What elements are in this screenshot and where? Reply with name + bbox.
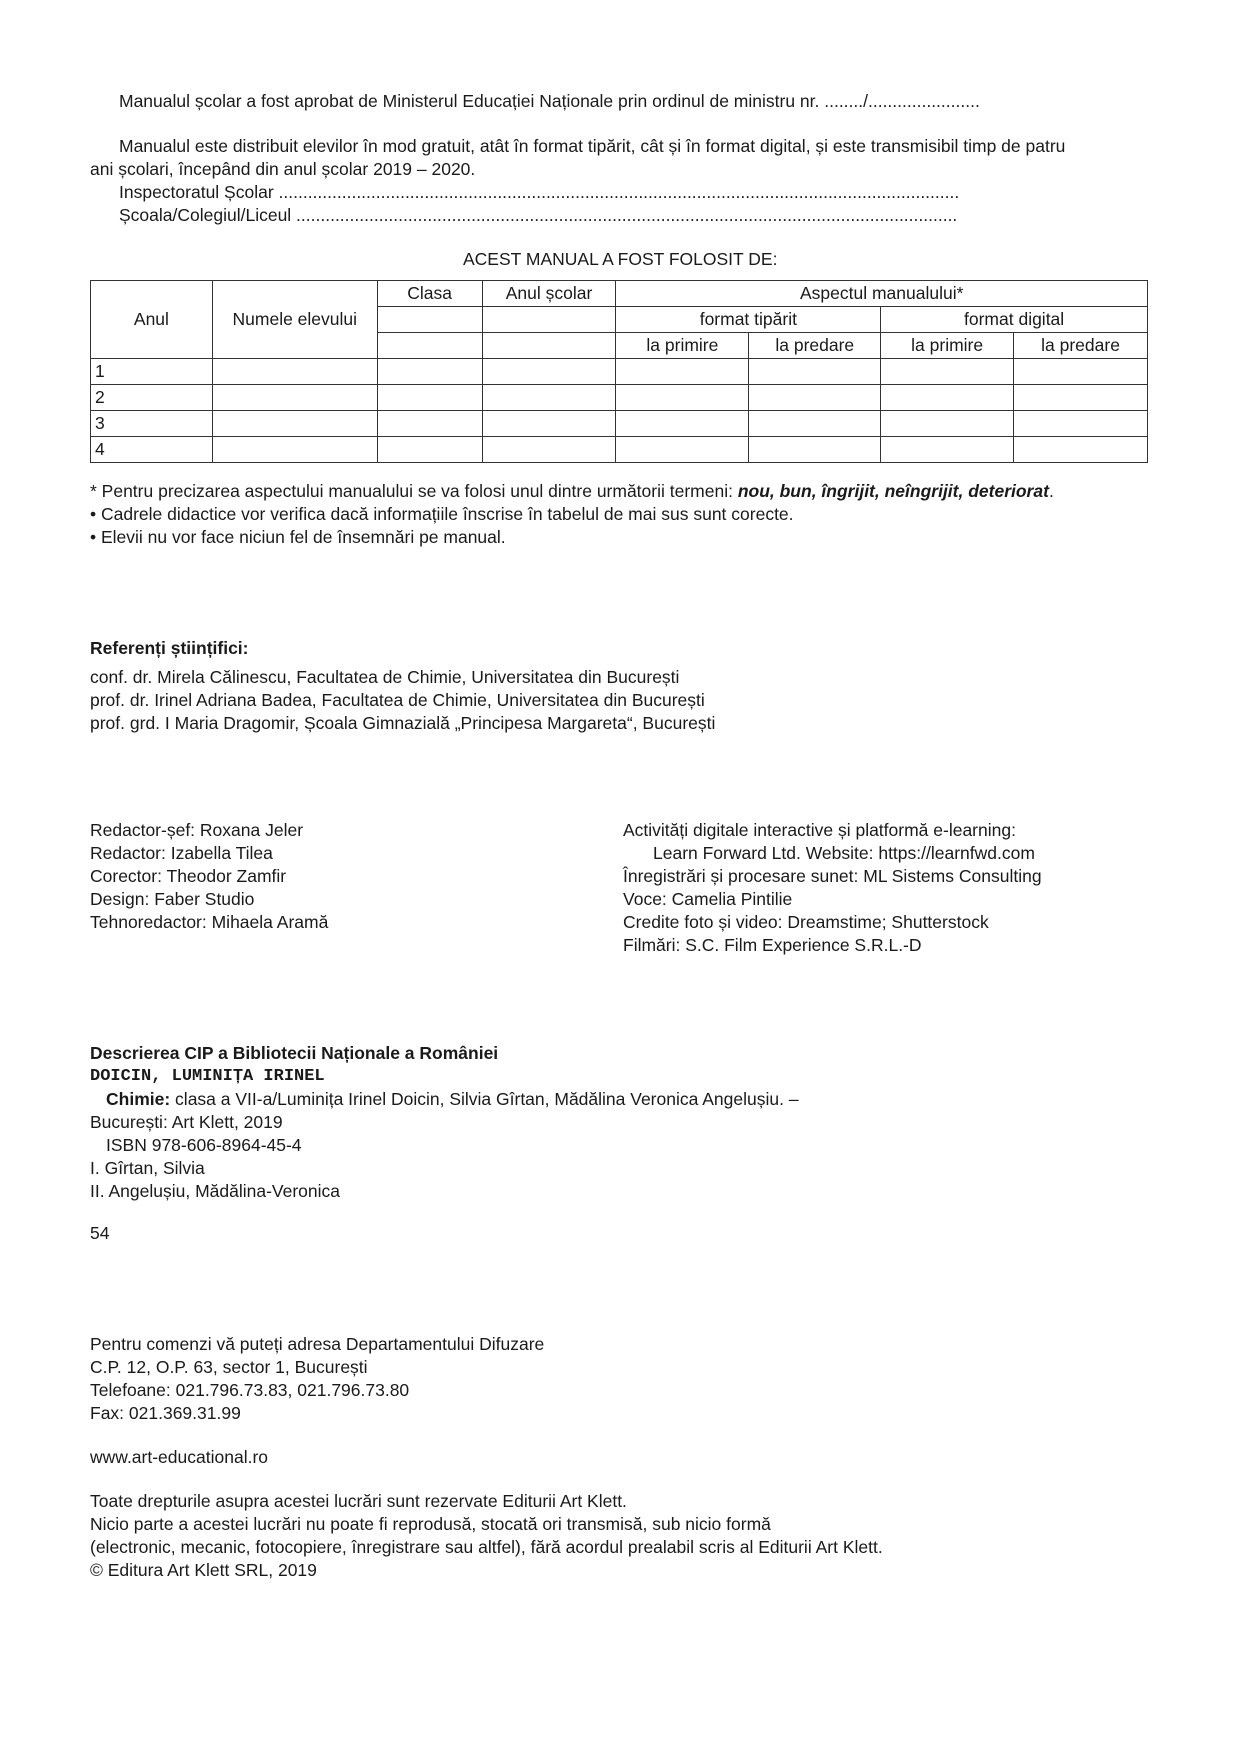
- cip-isbn: ISBN 978-606-8964-45-4: [106, 1135, 302, 1155]
- name-cell[interactable]: [212, 359, 377, 385]
- referenti-section: [90, 637, 715, 735]
- credit-line: Corector: Theodor Zamfir: [90, 866, 287, 886]
- clasa-cell[interactable]: [377, 385, 482, 411]
- aspect-cell[interactable]: [881, 411, 1014, 437]
- aspect-cell[interactable]: [749, 385, 881, 411]
- cip-publisher: București: Art Klett, 2019: [90, 1112, 283, 1132]
- row-number: 1: [91, 359, 213, 385]
- credits-left: [90, 819, 328, 934]
- referent-line: prof. grd. I Maria Dragomir, Școala Gimnazială „Principesa Margareta“, București: [90, 713, 716, 733]
- clasa-cell[interactable]: [377, 437, 482, 463]
- header-format-tiparit: format tipărit: [616, 307, 881, 333]
- credit-line: Voce: Camelia Pintilie: [623, 889, 793, 909]
- header-tiparit-la-primire: la primire: [616, 333, 749, 359]
- orders-line: C.P. 12, O.P. 63, sector 1, București: [90, 1357, 368, 1377]
- copyright-line: © Editura Art Klett SRL, 2019: [90, 1560, 317, 1580]
- aspect-cell[interactable]: [881, 385, 1014, 411]
- cip-title: Chimie: clasa a VII-a/Luminița Irinel Doicin, Silvia Gîrtan, Mădălina Veronica Angelușiu. –: [106, 1089, 799, 1109]
- credit-line: Filmări: S.C. Film Experience S.R.L.-D: [623, 935, 922, 955]
- note-aspect: * Pentru precizarea aspectului manualului se va folosi unul dintre următorii termeni: nou, bun, îngrijit, neîngrijit, deteriorat.: [90, 481, 1054, 501]
- row-number: 3: [91, 411, 213, 437]
- credit-line: Redactor-șef: Roxana Jeler: [90, 820, 304, 840]
- referent-line: prof. dr. Irinel Adriana Badea, Facultatea de Chimie, Universitatea din București: [90, 690, 705, 710]
- approval-text: Manualul școlar a fost aprobat de Ministerul Educației Naționale prin ordinul de ministru nr. ......../.......................: [119, 91, 980, 111]
- orders-line: Pentru comenzi vă puteți adresa Departamentului Difuzare: [90, 1334, 545, 1354]
- aspect-cell[interactable]: [749, 411, 881, 437]
- credit-line: Redactor: Izabella Tilea: [90, 843, 273, 863]
- empty-cell: [482, 307, 616, 333]
- aspect-cell[interactable]: [1014, 359, 1148, 385]
- credit-line: Înregistrări și procesare sunet: ML Sistems Consulting: [623, 866, 1042, 886]
- table-row: [91, 437, 1148, 463]
- row-number: 4: [91, 437, 213, 463]
- table-header-row-1: [91, 281, 1148, 307]
- orders-line: Fax: 021.369.31.99: [90, 1403, 241, 1423]
- row-number: 2: [91, 385, 213, 411]
- referenti-heading: Referenți științifici:: [90, 638, 249, 658]
- website-link[interactable]: www.art-educational.ro: [90, 1447, 268, 1467]
- anul-scolar-cell[interactable]: [482, 359, 616, 385]
- rights-line: Toate drepturile asupra acestei lucrări sunt rezervate Editurii Art Klett.: [90, 1491, 627, 1511]
- clasa-cell[interactable]: [377, 411, 482, 437]
- anul-scolar-cell[interactable]: [482, 385, 616, 411]
- notes: [90, 480, 1054, 549]
- header-digital-la-predare: la predare: [1014, 333, 1148, 359]
- credit-line: Design: Faber Studio: [90, 889, 255, 909]
- table-row: [91, 359, 1148, 385]
- clasa-cell[interactable]: [377, 359, 482, 385]
- name-cell[interactable]: [212, 411, 377, 437]
- header-anul: Anul: [91, 281, 213, 359]
- referent-line: conf. dr. Mirela Călinescu, Facultatea de Chimie, Universitatea din București: [90, 667, 680, 687]
- rights-section: [90, 1490, 883, 1582]
- cip-author: DOICIN, LUMINIȚA IRINEL: [90, 1067, 325, 1086]
- header-numele-elevului: Numele elevului: [212, 281, 377, 359]
- empty-cell: [482, 333, 616, 359]
- orders-line: Telefoane: 021.796.73.83, 021.796.73.80: [90, 1380, 410, 1400]
- distribution-text-line2: ani școlari, începând din anul școlar 2019 – 2020.: [90, 159, 476, 179]
- cip-heading: Descrierea CIP a Bibliotecii Naționale a României: [90, 1043, 499, 1063]
- aspect-cell[interactable]: [1014, 411, 1148, 437]
- header-aspectul-manualului: Aspectul manualului*: [616, 281, 1148, 307]
- name-cell[interactable]: [212, 437, 377, 463]
- cip-section: [90, 1042, 799, 1245]
- empty-cell: [377, 333, 482, 359]
- aspect-cell[interactable]: [749, 359, 881, 385]
- rights-line: Nicio parte a acestei lucrări nu poate fi reprodusă, stocată ori transmisă, sub nicio formă: [90, 1514, 771, 1534]
- credit-line: Tehnoredactor: Mihaela Aramă: [90, 912, 329, 932]
- aspect-cell[interactable]: [749, 437, 881, 463]
- note-no-marks: • Elevii nu vor face niciun fel de însemnări pe manual.: [90, 527, 506, 547]
- inspectorat-field: Inspectoratul Școlar ............................................................................................................................................: [119, 182, 960, 202]
- anul-scolar-cell[interactable]: [482, 411, 616, 437]
- credit-line: Activități digitale interactive și platformă e-learning:: [623, 820, 1016, 840]
- credit-line: Learn Forward Ltd. Website: https://learnfwd.com: [653, 843, 1035, 863]
- aspect-cell[interactable]: [1014, 385, 1148, 411]
- header-anul-scolar: Anul școlar: [482, 281, 616, 307]
- anul-scolar-cell[interactable]: [482, 437, 616, 463]
- cip-entry: II. Angelușiu, Mădălina-Veronica: [90, 1181, 341, 1201]
- aspect-cell[interactable]: [1014, 437, 1148, 463]
- header-format-digital: format digital: [881, 307, 1148, 333]
- aspect-cell[interactable]: [616, 437, 749, 463]
- header-digital-la-primire: la primire: [881, 333, 1014, 359]
- orders-section: [90, 1333, 544, 1469]
- table-row: [91, 385, 1148, 411]
- aspect-cell[interactable]: [881, 359, 1014, 385]
- header-clasa: Clasa: [377, 281, 482, 307]
- credits-right: [623, 819, 1042, 957]
- note-verify: • Cadrele didactice vor verifica dacă informațiile înscrise în tabelul de mai sus sunt corecte.: [90, 504, 794, 524]
- credit-line: Credite foto și video: Dreamstime; Shutterstock: [623, 912, 989, 932]
- name-cell[interactable]: [212, 385, 377, 411]
- usage-table: [90, 280, 1148, 463]
- cip-class-number: 54: [90, 1223, 110, 1243]
- aspect-terms: nou, bun, îngrijit, neîngrijit, deteriorat: [737, 481, 1049, 501]
- table-row: [91, 411, 1148, 437]
- usage-table-title: ACEST MANUAL A FOST FOLOSIT DE:: [463, 249, 778, 269]
- cip-entry: I. Gîrtan, Silvia: [90, 1158, 205, 1178]
- aspect-cell[interactable]: [616, 359, 749, 385]
- scoala-field: Școala/Colegiul/Liceul ........................................................................................................................................: [119, 205, 958, 225]
- aspect-cell[interactable]: [881, 437, 1014, 463]
- distribution-text-line1: Manualul este distribuit elevilor în mod gratuit, atât în format tipărit, cât și în format digital, și este transmisibil timp de patru: [119, 136, 1066, 156]
- rights-line: (electronic, mecanic, fotocopiere, înregistrare sau altfel), fără acordul prealabil scris al Editurii Art Klett.: [90, 1537, 883, 1557]
- aspect-cell[interactable]: [616, 385, 749, 411]
- aspect-cell[interactable]: [616, 411, 749, 437]
- header-tiparit-la-predare: la predare: [749, 333, 881, 359]
- empty-cell: [377, 307, 482, 333]
